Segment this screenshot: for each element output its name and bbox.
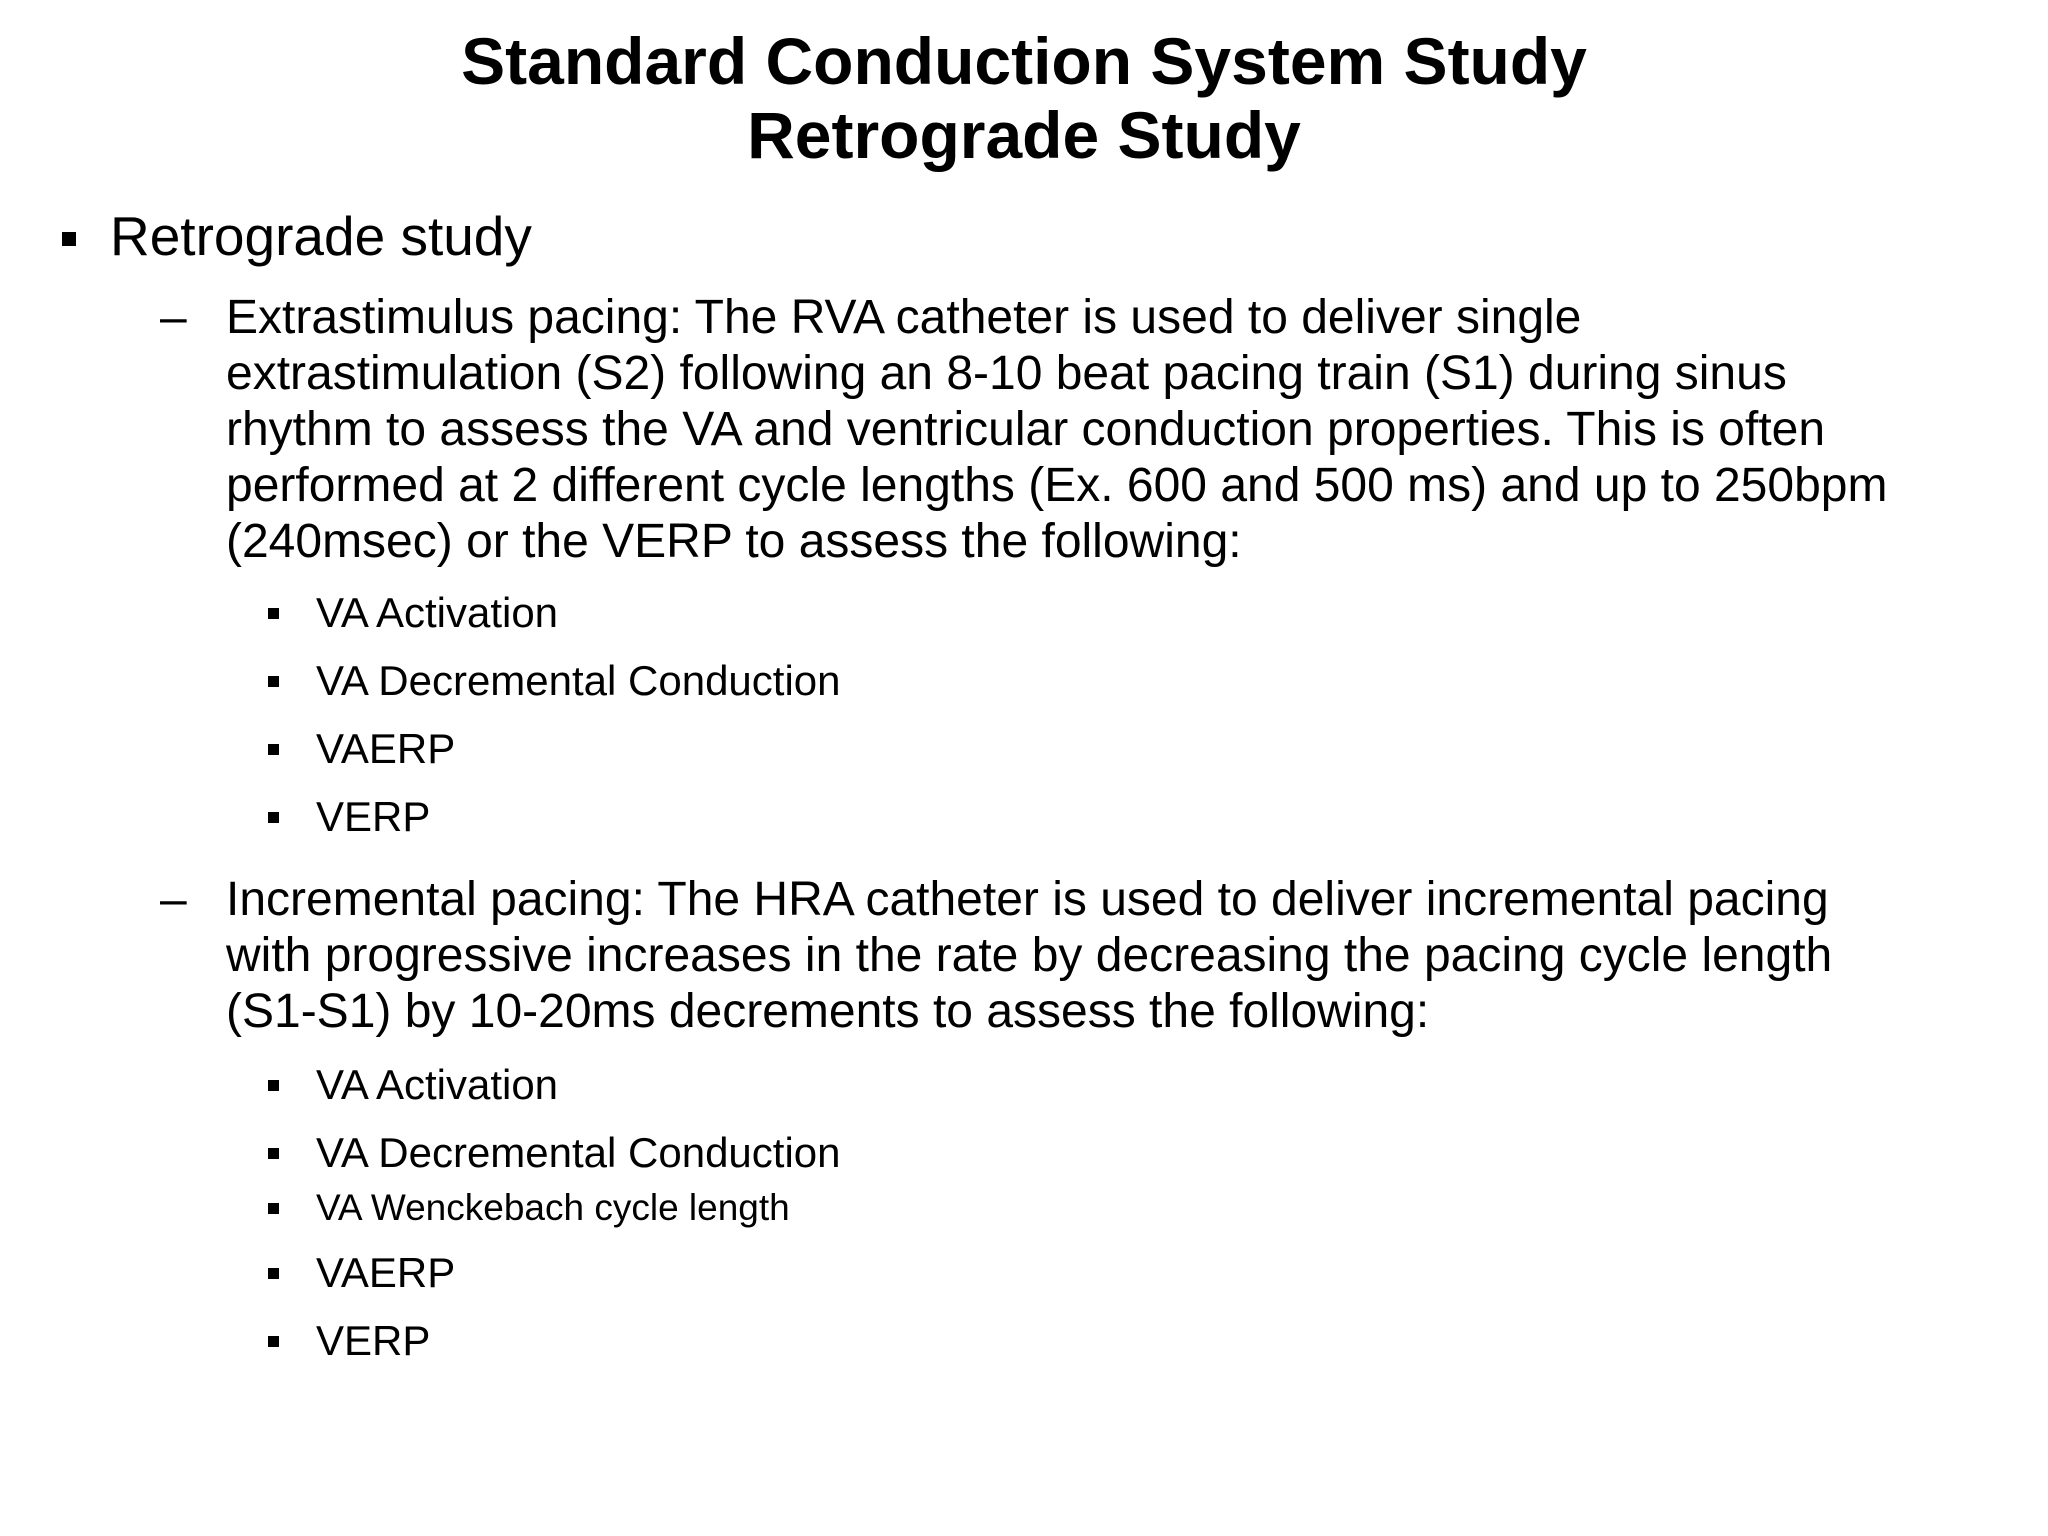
bullet-text: Retrograde study [110,205,532,267]
square-bullet-icon [268,1336,279,1347]
dash-bullet-icon: – [160,291,187,344]
slide-title [0,24,2048,172]
list-item-text: VAERP [316,725,456,772]
square-bullet-icon [268,1080,279,1091]
list-item-text: VERP [316,793,431,840]
subbullet-text [226,872,2048,1040]
text-line: extrastimulation (S2) following an 8-10 beat pacing train (S1) during sinus [226,347,1787,400]
text-line: Extrastimulus pacing: The RVA catheter is used to deliver single [226,291,1582,344]
subbullet-text [226,290,2048,570]
text-line: (S1-S1) by 10-20ms decrements to assess the following: [226,985,1430,1038]
list-item-text: VA Decremental Conduction [316,1129,841,1176]
title-line-1: Standard Conduction System Study [461,24,1587,98]
text-line: rhythm to assess the VA and ventricular conduction properties. This is often [226,403,1826,456]
text-line: performed at 2 different cycle lengths (Ex. 600 and 500 ms) and up to 250bpm [226,459,1888,512]
list-item-text: VA Wenckebach cycle length [316,1187,790,1228]
text-line: Incremental pacing: The HRA catheter is used to deliver incremental pacing [226,873,1829,926]
text-line: with progressive increases in the rate by decreasing the pacing cycle length [226,929,1833,982]
square-bullet-icon [268,744,279,755]
square-bullet-icon [268,676,279,687]
square-bullet-icon [268,1268,279,1279]
title-line-2: Retrograde Study [747,98,1301,172]
text-line: (240msec) or the VERP to assess the following: [226,515,1242,568]
square-bullet-icon [62,232,76,246]
square-bullet-icon [268,608,279,619]
square-bullet-icon [268,1148,279,1159]
dash-bullet-icon: – [160,873,187,926]
list-item-text: VA Activation [316,1061,559,1108]
square-bullet-icon [268,812,279,823]
list-item-text: VERP [316,1317,431,1364]
list-item-text: VA Activation [316,589,559,636]
list-item-text: VA Decremental Conduction [316,657,841,704]
list-item-text: VAERP [316,1249,456,1296]
square-bullet-icon [268,1203,279,1214]
